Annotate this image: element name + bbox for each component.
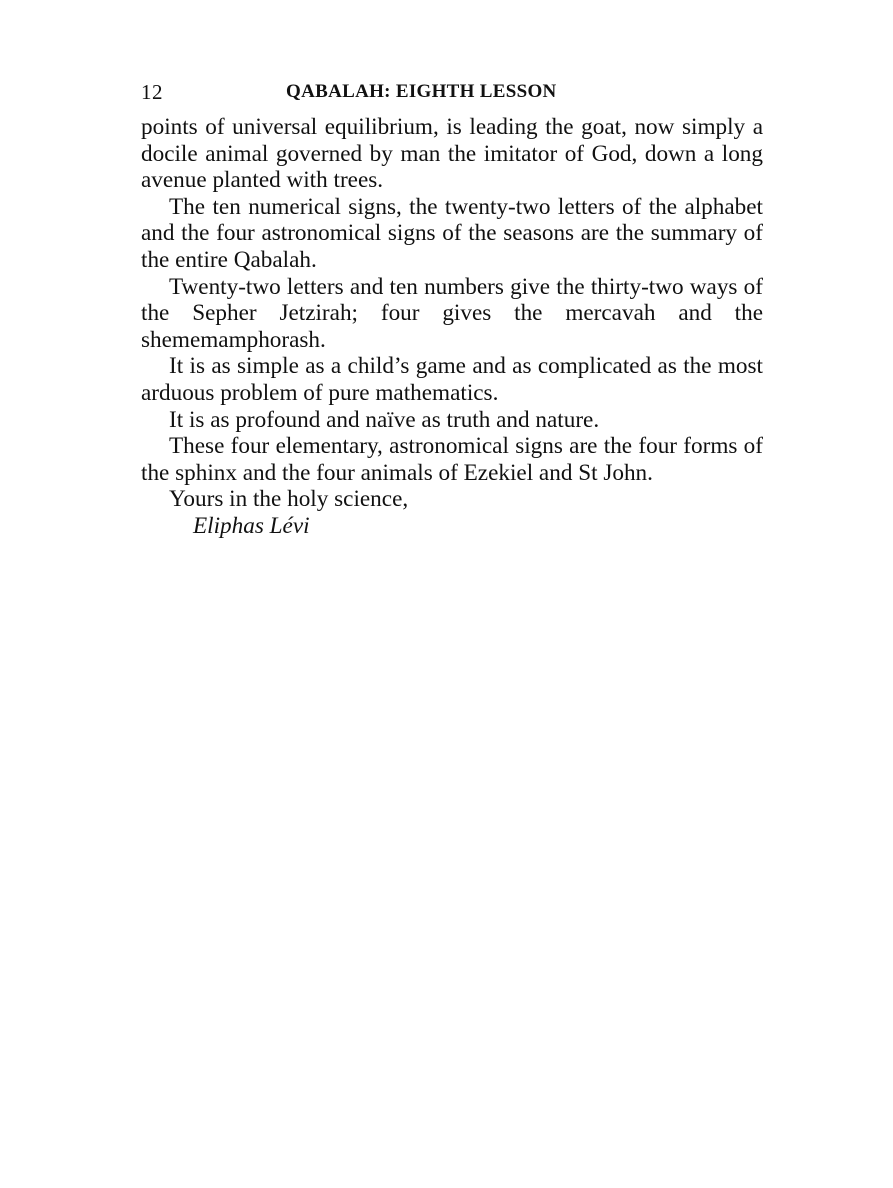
- paragraph: It is as profound and naïve as truth and nature.: [169, 406, 600, 433]
- paragraph: Twenty-two letters and ten numbers give the thirty-two ways of the Sepher Jetzirah; four gives the mercavah and the shememamphorash.: [141, 273, 763, 353]
- page-number: 12: [141, 80, 163, 104]
- paragraph: points of universal equilibrium, is leading the goat, now simply a docile animal governed by man the imitator of God, down a long avenue planted with trees.: [141, 114, 763, 194]
- paragraph: The ten numerical signs, the twenty-two letters of the alphabet and the four astronomical signs of the seasons are the summary of the entire Qabalah.: [141, 193, 763, 273]
- running-head: [141, 77, 621, 107]
- closing-salutation: Yours in the holy science,: [169, 486, 409, 513]
- author-signature: Eliphas Lévi: [193, 512, 310, 539]
- running-title: QABALAH: EIGHTH LESSON: [286, 81, 557, 102]
- body-text: [141, 114, 763, 540]
- paragraph: It is as simple as a child’s game and as complicated as the most arduous problem of pure mathematics.: [141, 353, 763, 406]
- paragraph: These four elementary, astronomical signs are the four forms of the sphinx and the four animals of Ezekiel and St John.: [141, 433, 763, 486]
